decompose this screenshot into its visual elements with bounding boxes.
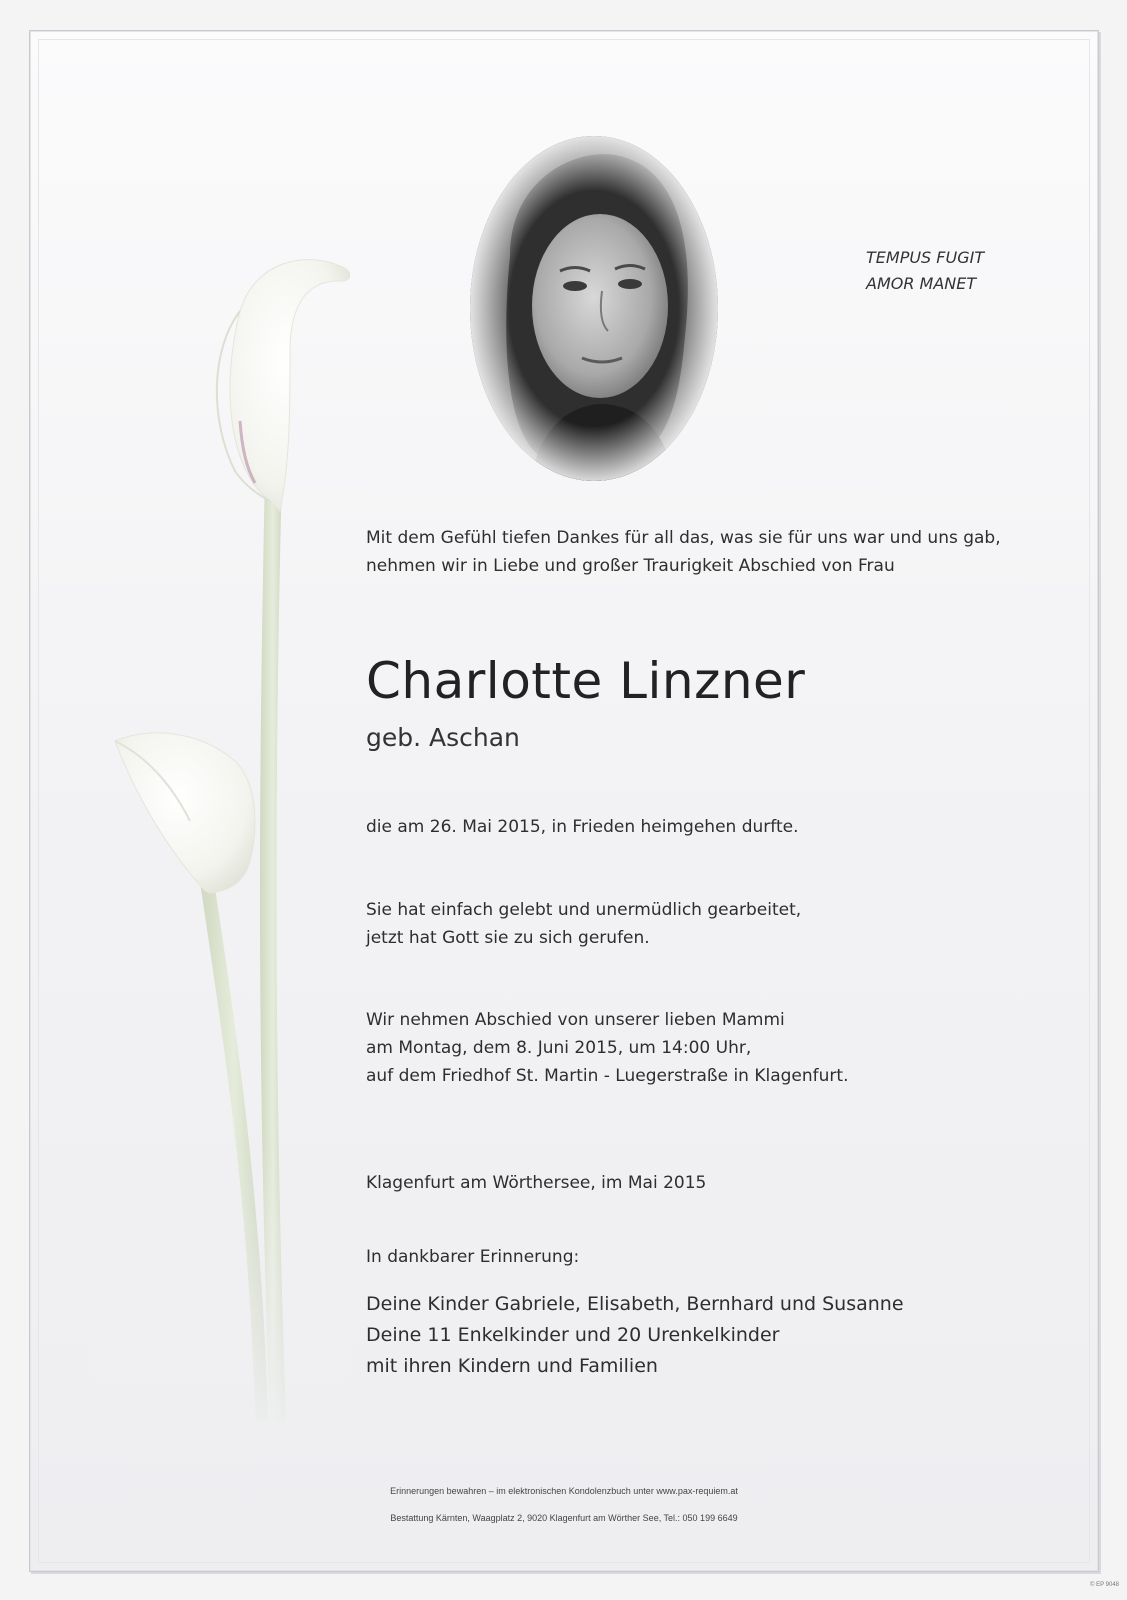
footer-address: Bestattung Kärnten, Waagplatz 2, 9020 Klagenfurt am Wörther See, Tel.: 050 199 6649	[390, 1513, 738, 1523]
death-line: die am 26. Mai 2015, in Frieden heimgehen durfte.	[366, 817, 799, 837]
intro-line: nehmen wir in Liebe und großer Traurigkeit Abschied von Frau	[366, 556, 895, 576]
funeral-line: Wir nehmen Abschied von unserer lieben Mammi	[366, 1010, 785, 1030]
motto-line: TEMPUS FUGIT	[866, 248, 985, 267]
motto-line: AMOR MANET	[866, 274, 977, 293]
funeral-line: am Montag, dem 8. Juni 2015, um 14:00 Uhr,	[366, 1038, 752, 1058]
family-line: Deine Kinder Gabriele, Elisabeth, Bernhard und Susanne	[366, 1293, 904, 1315]
family-list	[366, 1289, 1066, 1382]
family-line: Deine 11 Enkelkinder und 20 Urenkelkinder	[366, 1324, 780, 1346]
portrait-photo	[470, 136, 718, 481]
calla-lily-image	[90, 221, 350, 1451]
life-paragraph	[366, 896, 1066, 952]
funeral-paragraph	[366, 1006, 1066, 1090]
motto	[866, 245, 984, 297]
print-code: © EP 9048	[1090, 1582, 1119, 1588]
birth-name: geb. Aschan	[366, 723, 520, 752]
obituary-card	[29, 30, 1099, 1572]
family-line: mit ihren Kindern und Familien	[366, 1355, 658, 1377]
life-line: jetzt hat Gott sie zu sich gerufen.	[366, 928, 650, 948]
place-date: Klagenfurt am Wörthersee, im Mai 2015	[366, 1173, 707, 1193]
intro-line: Mit dem Gefühl tiefen Dankes für all das, was sie für uns war und uns gab,	[366, 528, 1001, 548]
life-line: Sie hat einfach gelebt und unermüdlich gearbeitet,	[366, 900, 802, 920]
portrait-illustration	[470, 136, 718, 481]
footer-condolence-link: Erinnerungen bewahren – im elektronischen Kondolenzbuch unter www.pax-requiem.at	[390, 1486, 738, 1496]
intro-paragraph	[366, 524, 1066, 580]
funeral-line: auf dem Friedhof St. Martin - Luegerstraße in Klagenfurt.	[366, 1066, 849, 1086]
deceased-name: Charlotte Linzner	[366, 652, 806, 710]
thanks-heading: In dankbarer Erinnerung:	[366, 1247, 580, 1267]
